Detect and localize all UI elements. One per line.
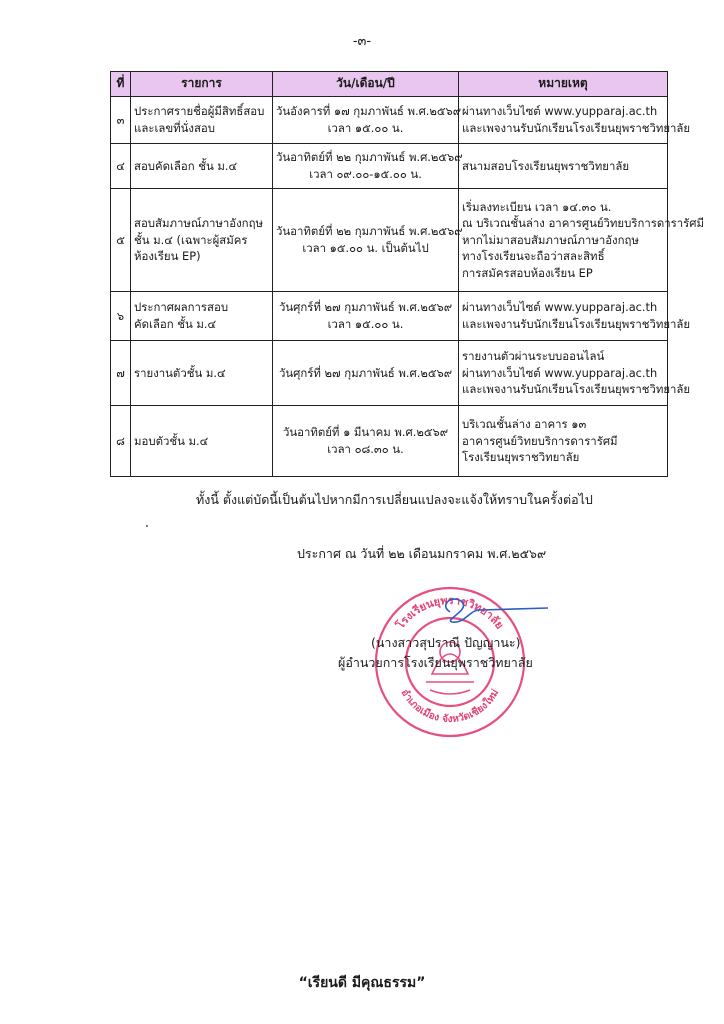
header-no: ที่ (111, 72, 131, 97)
schedule-table (110, 71, 705, 477)
item-line: รายงานตัวชั้น ม.๔ (134, 365, 226, 380)
date-line: เวลา ๑๕.๐๐ น. (327, 317, 404, 331)
row-item (131, 189, 273, 292)
note-line: และเพจงานรับนักเรียนโรงเรียนยุพราชวิทยาลัย (462, 121, 691, 135)
note-line: หากไม่มาสอบสัมภาษณ์ภาษาอังกฤษ (462, 232, 639, 247)
note-line: อาคารศูนย์วิทยบริการดารารัศมี (462, 433, 618, 448)
header-item: รายการ (131, 72, 273, 97)
row-note (459, 144, 668, 189)
stamp-text-top: โรงเรียนยุพราชวิทยาลัย (393, 593, 507, 632)
note-line: ผ่านทางเว็บไซต์ www.yupparaj.ac.th (462, 104, 658, 119)
row-item (131, 341, 273, 406)
date-line: เวลา ๐๘.๓๐ น. (327, 442, 404, 456)
row-number: ๖ (111, 292, 131, 341)
item-line: สอบสัมภาษณ์ภาษาอังกฤษ (134, 216, 263, 231)
item-line: มอบตัวชั้น ม.๔ (134, 433, 209, 448)
note-line: การสมัครสอบห้องเรียน EP (462, 265, 593, 280)
note-line: เริ่มลงทะเบียน เวลา ๑๔.๓๐ น. (462, 199, 612, 214)
table-header-row (111, 72, 668, 97)
row-note (459, 97, 691, 144)
table-row (111, 97, 668, 144)
row-number: ๔ (111, 144, 131, 189)
table-row (111, 189, 668, 292)
row-number: ๘ (111, 406, 131, 477)
date-line: วันอังคารที่ ๑๗ กุมภาพันธ์ พ.ศ.๒๕๖๙ (276, 104, 462, 119)
note-line: ณ บริเวณชั้นล่าง อาคารศูนย์วิทยบริการดารารัศมี (462, 216, 705, 231)
row-item (131, 97, 273, 144)
table-row (111, 292, 668, 341)
row-date (273, 144, 463, 189)
row-date (273, 97, 462, 144)
row-item (131, 292, 273, 341)
remark-text: ทั้งนี้ ตั้งแต่บัดนี้เป็นต้นไปหากมีการเปลี่ยนแปลงจะแจ้งให้ทราบในครั้งต่อไป (196, 492, 593, 507)
note-line: ผ่านทางเว็บไซต์ www.yupparaj.ac.th (462, 365, 658, 380)
note-line: และเพจงานรับนักเรียนโรงเรียนยุพราชวิทยาลัย (462, 317, 691, 331)
row-item (131, 406, 273, 477)
item-line: สอบคัดเลือก ชั้น ม.๔ (134, 158, 238, 173)
row-item (131, 144, 273, 189)
row-number: ๓ (111, 97, 131, 144)
item-line: ห้องเรียน EP) (134, 249, 201, 264)
item-line: ประกาศผลการสอบ (134, 300, 229, 315)
note-line: โรงเรียนยุพราชวิทยาลัย (462, 450, 580, 465)
table-row (111, 144, 668, 189)
table-row (111, 406, 668, 477)
note-line: และเพจงานรับนักเรียนโรงเรียนยุพราชวิทยาลัย (462, 382, 691, 397)
stamp-text-bottom: อำเภอเมือง จังหวัดเชียงใหม่ (398, 687, 502, 726)
note-line: ผ่านทางเว็บไซต์ www.yupparaj.ac.th (462, 300, 658, 315)
header-date: วัน/เดือน/ปี (273, 72, 459, 97)
signer-title: ผู้อำนวยการโรงเรียนยุพราชวิทยาลัย (338, 655, 533, 670)
item-line: คัดเลือก ชั้น ม.๔ (134, 317, 217, 331)
date-line: วันอาทิตย์ที่ ๑ มีนาคม พ.ศ.๒๕๖๙ (282, 425, 449, 440)
signature-scribble (430, 590, 550, 630)
school-motto: “เรียนดี มีคุณธรรม” (298, 975, 426, 991)
date-line: วันศุกร์ที่ ๒๗ กุมภาพันธ์ พ.ศ.๒๕๖๙ (278, 365, 453, 380)
page-number: -๓- (352, 34, 372, 49)
date-line: เวลา ๑๕.๐๐ น. (327, 121, 404, 135)
row-date (273, 189, 463, 292)
row-note (459, 341, 691, 406)
note-line: รายงานตัวผ่านระบบออนไลน์ (462, 349, 605, 364)
date-line: วันอาทิตย์ที่ ๒๒ กุมภาพันธ์ พ.ศ.๒๕๖๙ (276, 224, 463, 239)
announcement-date: ประกาศ ณ วันที่ ๒๒ เดือนมกราคม พ.ศ.๒๕๖๙ (297, 546, 547, 561)
note-line: สนามสอบโรงเรียนยุพราชวิทยาลัย (462, 158, 629, 173)
item-line: ประกาศรายชื่อผู้มีสิทธิ์สอบ (134, 104, 265, 119)
date-line: วันอาทิตย์ที่ ๒๒ กุมภาพันธ์ พ.ศ.๒๕๖๙ (276, 150, 463, 165)
date-line: เวลา ๑๕.๐๐ น. เป็นต้นไป (302, 241, 429, 255)
table-row (111, 341, 668, 406)
item-line: และเลขที่นั่งสอบ (134, 121, 215, 135)
date-line: เวลา ๐๙.๐๐-๑๕.๐๐ น. (309, 167, 422, 181)
row-date (273, 292, 459, 341)
row-note (459, 406, 668, 477)
row-number: ๗ (111, 341, 131, 406)
header-note: หมายเหตุ (459, 72, 668, 97)
item-line: ชั้น ม.๔ (เฉพาะผู้สมัคร (134, 232, 248, 247)
row-number: ๕ (111, 189, 131, 292)
row-note (459, 189, 705, 292)
stray-dot (146, 525, 148, 527)
row-date (273, 406, 459, 477)
note-line: บริเวณชั้นล่าง อาคาร ๑๓ (462, 417, 587, 432)
date-line: วันศุกร์ที่ ๒๗ กุมภาพันธ์ พ.ศ.๒๕๖๙ (278, 300, 453, 315)
row-date (273, 341, 459, 406)
signer-name: (นางสาวสุปราณี ปัญญานะ) (371, 635, 521, 650)
note-line: ทางโรงเรียนจะถือว่าสละสิทธิ์ (462, 249, 605, 264)
row-note (459, 292, 691, 341)
